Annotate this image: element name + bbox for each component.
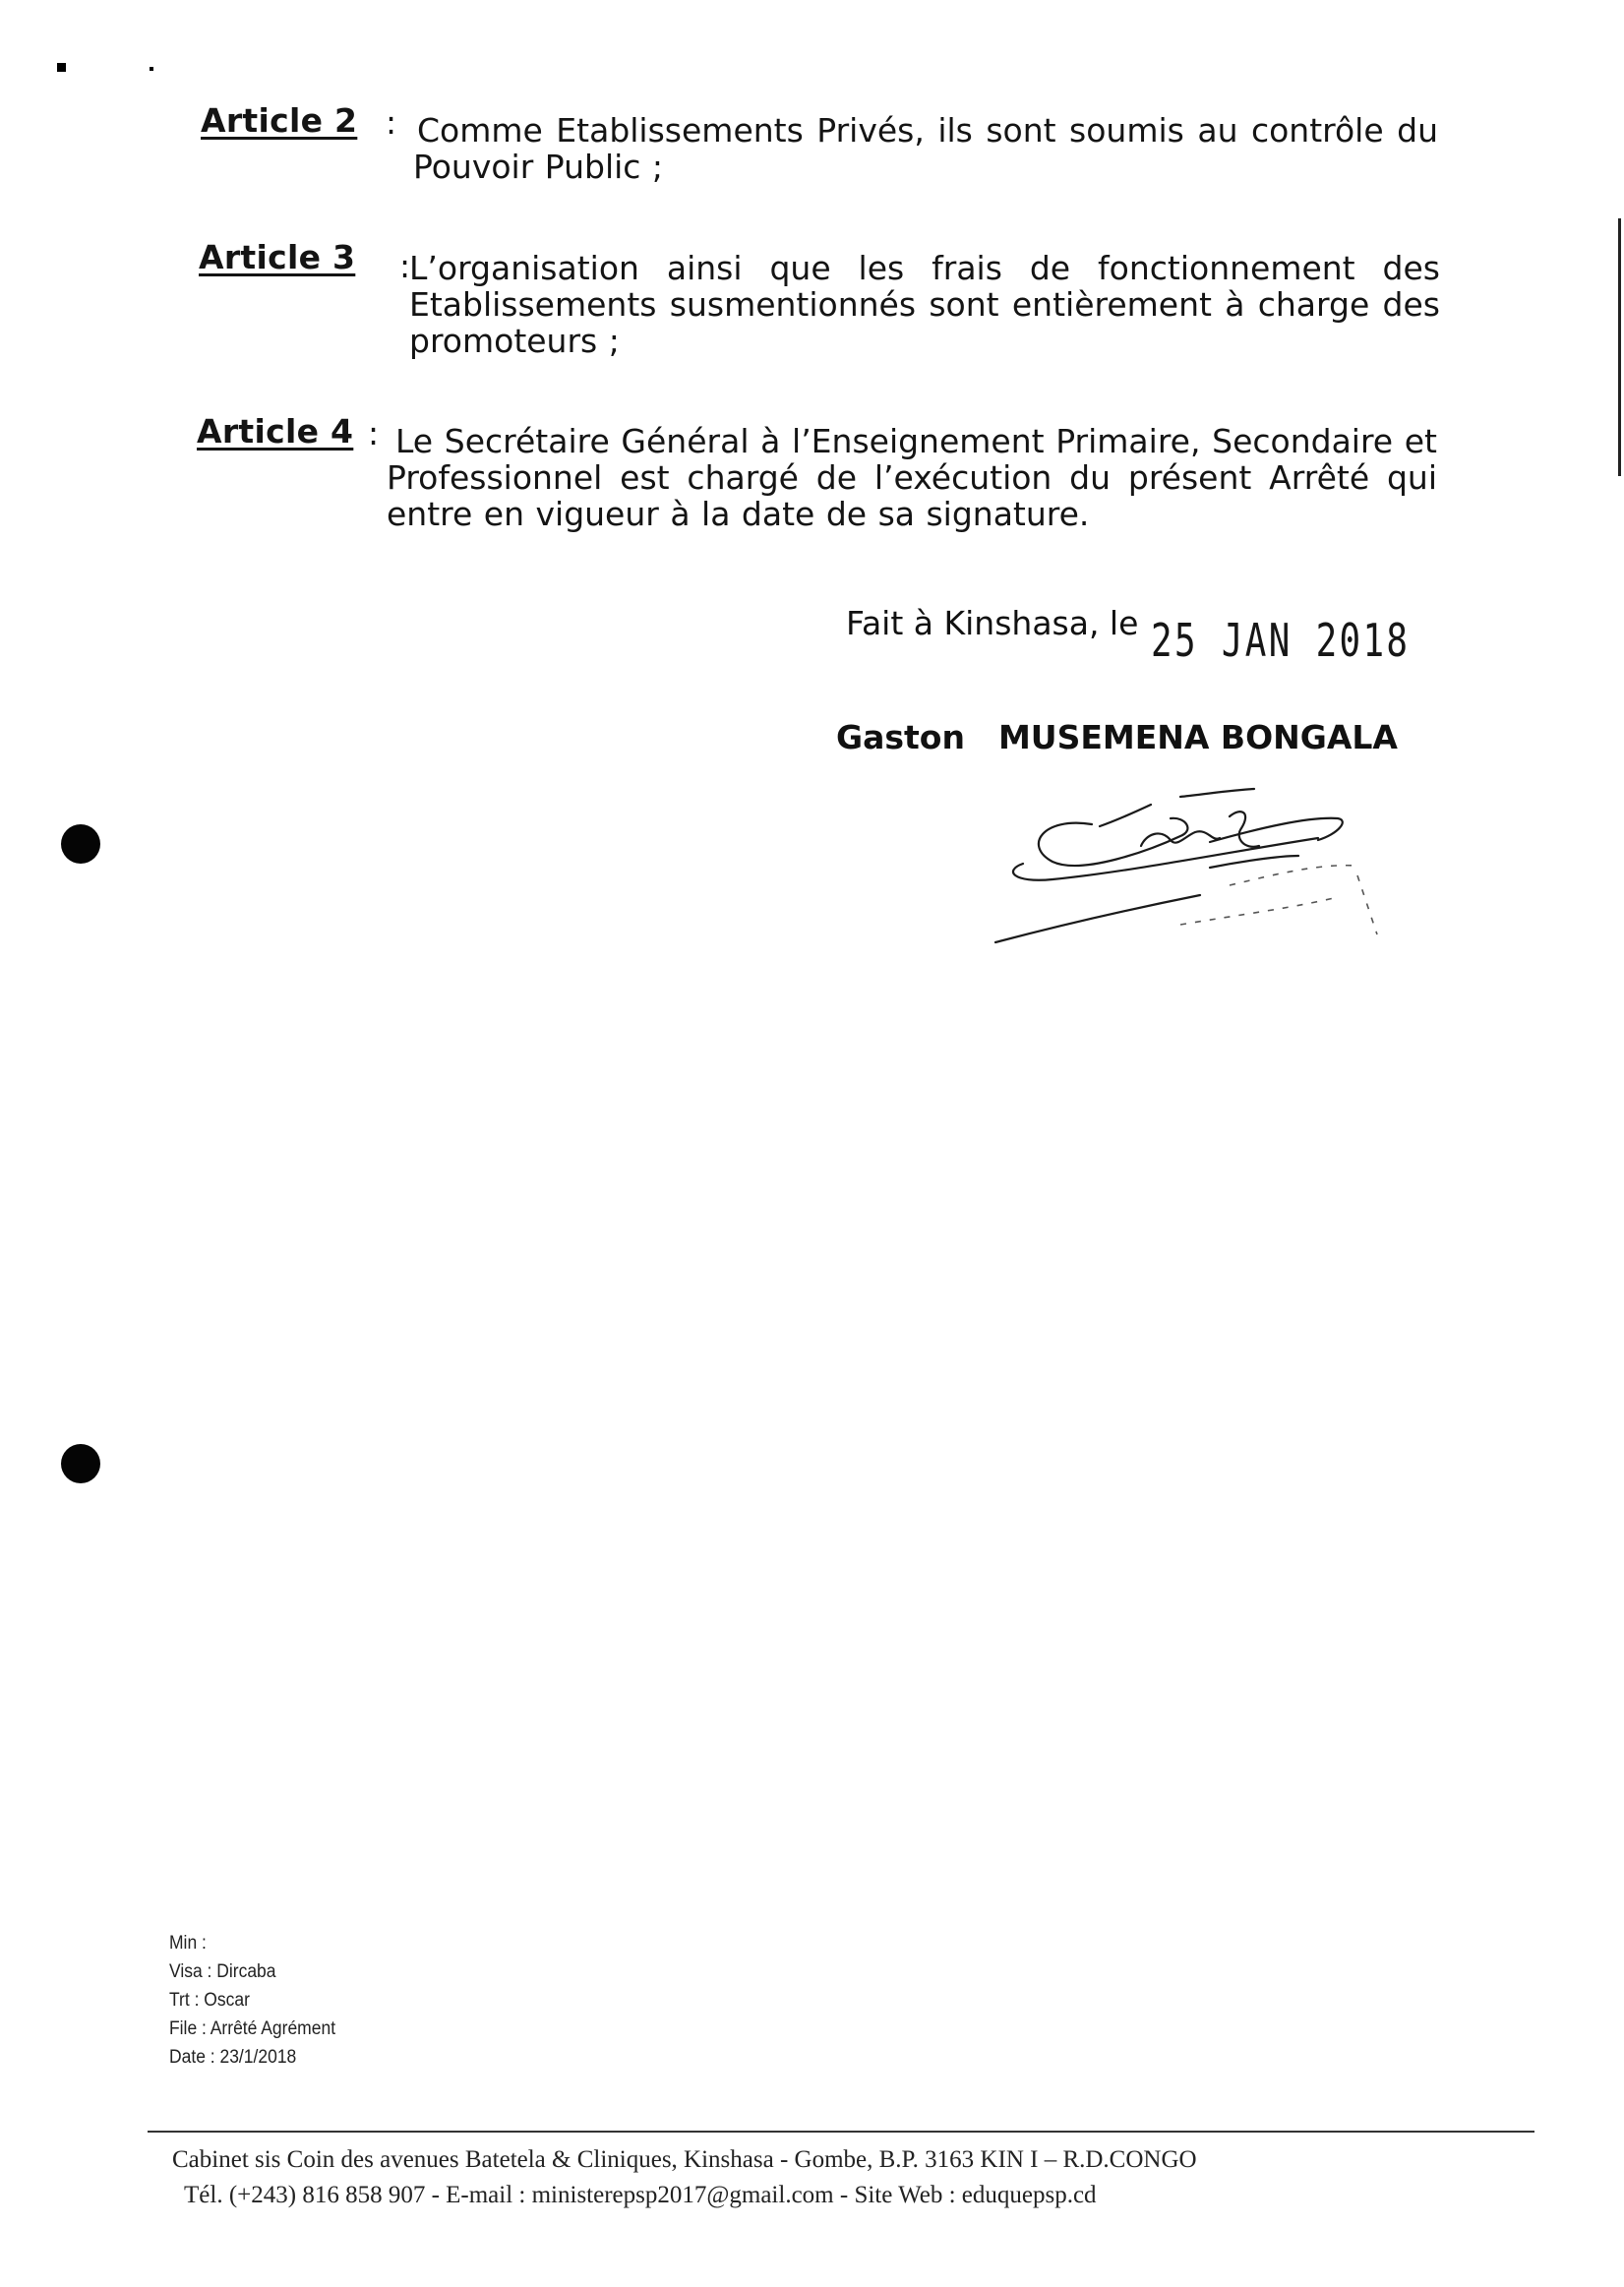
signer-last-name: MUSEMENA BONGALA	[997, 718, 1398, 756]
article-4-label: Article 4	[197, 412, 354, 451]
punch-hole-bottom	[61, 1444, 100, 1483]
scan-dot	[150, 67, 153, 71]
date-stamp: 25 JAN 2018	[1151, 614, 1411, 667]
article-3-text: L’organisation ainsi que les frais de fonctionnement des Etablissements susmentionnés sont entièrement à charge des promoteurs ;	[409, 249, 1440, 360]
ref-date: Date : 23/1/2018	[169, 2047, 297, 2068]
article-2-colon: :	[386, 103, 397, 142]
scan-mark	[57, 63, 66, 72]
ref-visa: Visa : Dircaba	[169, 1961, 276, 1982]
article-4-colon: :	[368, 414, 380, 452]
signer-first-name: Gaston	[836, 718, 965, 756]
ref-file: File : Arrêté Agrément	[169, 2018, 336, 2039]
scan-edge-line	[1618, 218, 1621, 476]
ref-trt: Trt : Oscar	[169, 1990, 250, 2011]
place-and-date-label: Fait à Kinshasa, le	[846, 604, 1139, 642]
footer-divider	[148, 2131, 1534, 2133]
punch-hole-top	[61, 824, 100, 864]
handwritten-signature	[984, 777, 1416, 964]
ref-min: Min :	[169, 1933, 207, 1954]
article-2-text: Comme Etablissements Privés, ils sont soumis au contrôle du Pouvoir Public ;	[413, 111, 1438, 186]
article-3-label: Article 3	[199, 238, 356, 276]
internal-reference-block	[169, 1929, 335, 2072]
footer-address: Cabinet sis Coin des avenues Batetela & Cliniques, Kinshasa - Gombe, B.P. 3163 KIN I – R.D.CONGO	[172, 2146, 1197, 2173]
article-3-colon: :	[399, 247, 411, 285]
signer-name	[836, 718, 1398, 756]
footer-phone-email-web: Tél. (+243) 816 858 907 - E-mail : ministerepsp2017@gmail.com - Site Web : eduquepsp.cd	[184, 2182, 1097, 2208]
article-2-label: Article 2	[201, 101, 358, 140]
article-4-text: Le Secrétaire Général à l’Enseignement Primaire, Secondaire et Professionnel est chargé de l’exécution du présent Arrêté qui entre en vigueur à la date de sa signature.	[387, 422, 1437, 533]
footer-contact	[172, 2142, 1197, 2213]
